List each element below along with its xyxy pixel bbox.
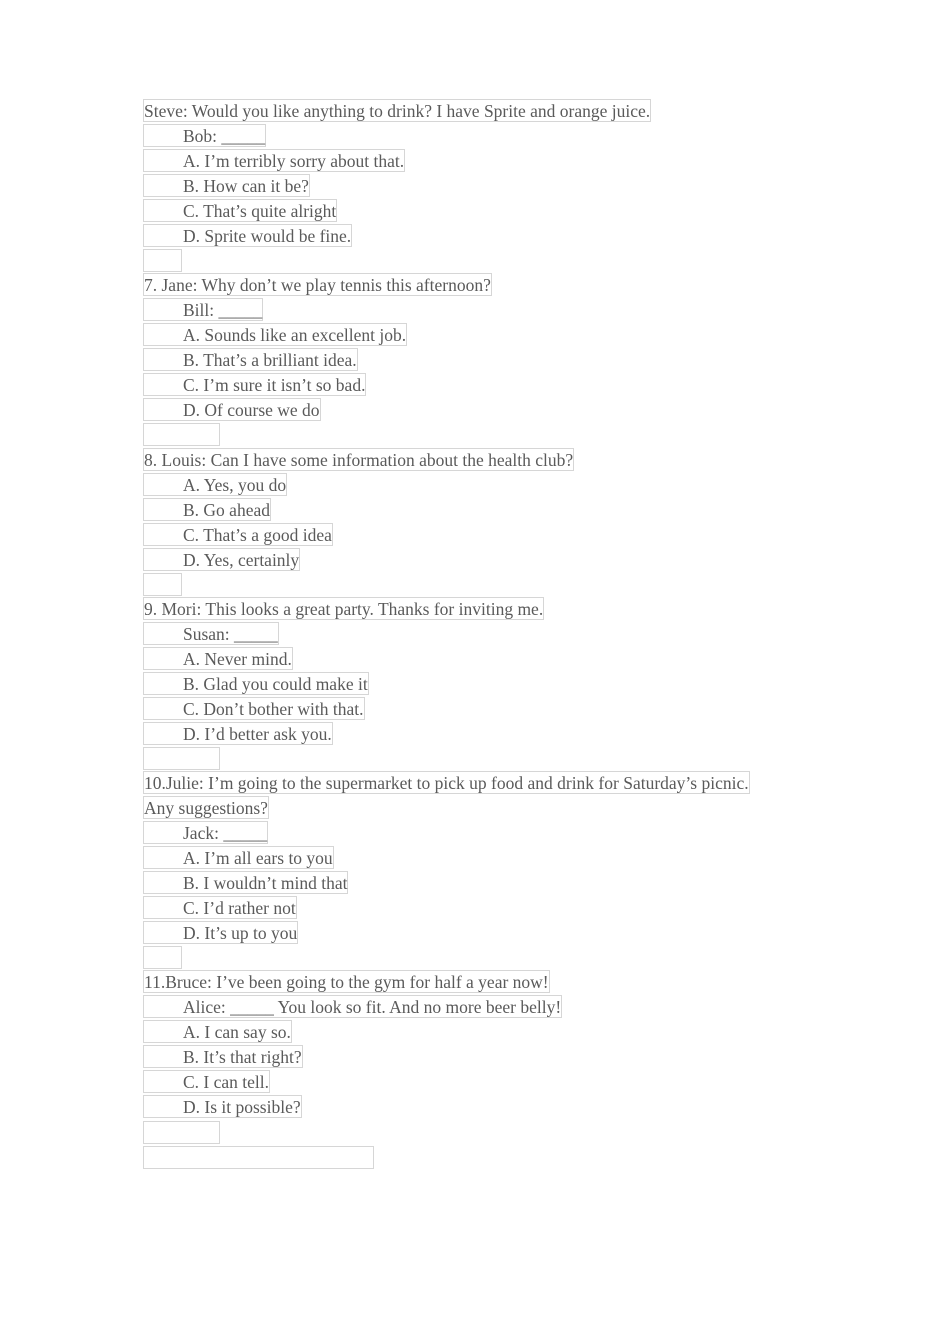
q10-option-a[interactable] (143, 846, 334, 869)
q8-option-b[interactable] (143, 498, 271, 521)
option-label: B. I wouldn’t mind that (183, 873, 348, 893)
option-label: D. Is it possible? (183, 1097, 301, 1117)
q6-prompt (143, 99, 651, 122)
option-label: A. I’m terribly sorry about that. (183, 151, 405, 171)
option-label: C. I’d rather not (183, 898, 296, 918)
q9-option-c[interactable] (143, 697, 365, 720)
q7-prompt-text: 7. Jane: Why don’t we play tennis this afternoon? (144, 275, 491, 295)
empty-line (143, 573, 182, 596)
q9-option-a[interactable] (143, 647, 293, 670)
q7-option-b[interactable] (143, 348, 358, 371)
option-label: C. That’s quite alright (183, 201, 337, 221)
empty-line (143, 1121, 220, 1144)
option-label: D. Sprite would be fine. (183, 226, 352, 246)
option-label: D. Of course we do (183, 400, 320, 420)
q10-option-d[interactable] (143, 921, 298, 944)
q7-prompt (143, 273, 492, 296)
q6-prompt-text: Steve: Would you like anything to drink? I have Sprite and orange juice. (144, 101, 651, 121)
q6-option-d[interactable] (143, 224, 352, 247)
option-label: B. That’s a brilliant idea. (183, 350, 357, 370)
q7-option-d[interactable] (143, 398, 321, 421)
q8-option-c[interactable] (143, 523, 333, 546)
option-label: B. It’s that right? (183, 1047, 302, 1067)
empty-line (143, 747, 220, 770)
option-label: C. That’s a good idea (183, 525, 332, 545)
option-label: C. I can tell. (183, 1072, 270, 1092)
q11-prompt-text: 11.Bruce: I’ve been going to the gym for half a year now! (144, 972, 549, 992)
q11-option-d[interactable] (143, 1095, 302, 1118)
q8-option-d[interactable] (143, 548, 300, 571)
option-label: A. I’m all ears to you (183, 848, 333, 868)
q11-reply (143, 995, 562, 1018)
q10-prompt-text: 10.Julie: I’m going to the supermarket to pick up food and drink for Saturday’s picnic. (144, 773, 749, 793)
option-label: D. Yes, certainly (183, 550, 300, 570)
q8-prompt-text: 8. Louis: Can I have some information about the health club? (144, 450, 574, 470)
q7-reply-text: Bill: _____ (183, 300, 263, 320)
q11-option-c[interactable] (143, 1070, 270, 1093)
q11-prompt (143, 970, 550, 993)
option-label: C. Don’t bother with that. (183, 699, 364, 719)
q11-option-b[interactable] (143, 1045, 303, 1068)
q6-reply (143, 124, 266, 147)
q8-option-a[interactable] (143, 473, 287, 496)
q9-prompt-text: 9. Mori: This looks a great party. Thanks for inviting me. (144, 599, 544, 619)
option-label: A. Never mind. (183, 649, 292, 669)
option-label: D. I’d better ask you. (183, 724, 332, 744)
q9-option-d[interactable] (143, 722, 333, 745)
option-label: B. Glad you could make it (183, 674, 368, 694)
q11-reply-text: Alice: _____ You look so fit. And no more beer belly! (183, 997, 562, 1017)
q6-option-c[interactable] (143, 199, 337, 222)
q6-option-b[interactable] (143, 174, 310, 197)
q9-reply (143, 622, 279, 645)
q10-prompt (143, 771, 750, 794)
q10-prompt-continuation (143, 796, 269, 819)
empty-line (143, 946, 182, 969)
q9-option-b[interactable] (143, 672, 369, 695)
empty-line (143, 249, 182, 272)
q10-prompt-cont-text: Any suggestions? (144, 798, 268, 818)
q9-prompt (143, 597, 544, 620)
q6-reply-text: Bob: _____ (183, 126, 266, 146)
option-label: D. It’s up to you (183, 923, 298, 943)
q10-reply (143, 821, 268, 844)
option-label: A. Yes, you do (183, 475, 287, 495)
q11-option-a[interactable] (143, 1020, 292, 1043)
q10-option-c[interactable] (143, 896, 297, 919)
q9-reply-text: Susan: _____ (183, 624, 278, 644)
q10-reply-text: Jack: _____ (183, 823, 268, 843)
option-label: A. I can say so. (183, 1022, 291, 1042)
q7-option-c[interactable] (143, 373, 366, 396)
option-label: C. I’m sure it isn’t so bad. (183, 375, 366, 395)
q10-option-b[interactable] (143, 871, 348, 894)
q8-prompt (143, 448, 574, 471)
empty-line (143, 423, 220, 446)
empty-line (143, 1146, 374, 1169)
q6-option-a[interactable] (143, 149, 405, 172)
option-label: B. Go ahead (183, 500, 270, 520)
option-label: A. Sounds like an excellent job. (183, 325, 407, 345)
q7-option-a[interactable] (143, 323, 407, 346)
option-label: B. How can it be? (183, 176, 309, 196)
q7-reply (143, 298, 263, 321)
